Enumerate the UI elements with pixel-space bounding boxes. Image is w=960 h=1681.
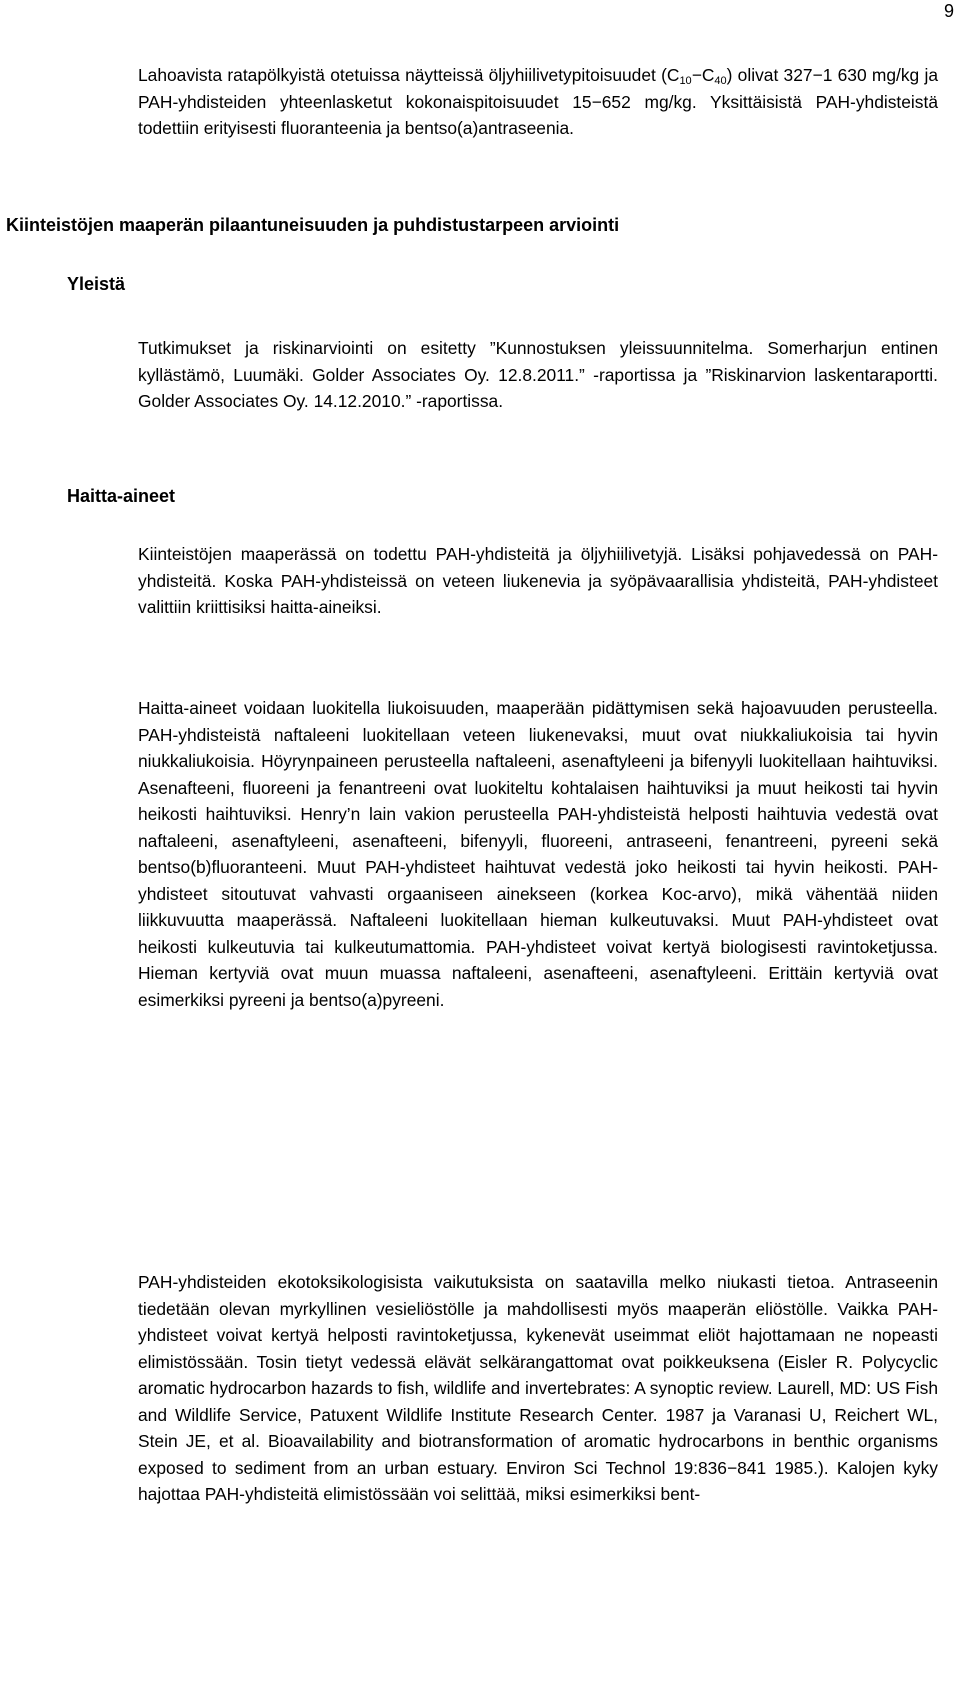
haitta-aineet-paragraph-3: PAH-yhdisteiden ekotoksikologisista vaikutuksista on saatavilla melko niukasti tietoa. Antraseenin tiedetään olevan myrkyllinen vesieliöstölle ja mahdollisesti myös maaperän eliöstölle. Vaikka PAH-yhdisteet voivat kertyä helposti ravintoketjussa, kykenevät useimmat eliöt hajottamaan ne nopeasti elimistössään. Tosin tietyt vedessä elävät selkärangattomat ovat poikkeuksena (Eisler R. Polycyclic aromatic hydrocarbon hazards to fish, wildlife and invertebrates: A synoptic review. Laurell, MD: US Fish and Wildlife Service, Patuxent Wildlife Institute Research Center. 1987 ja Varanasi U, Reichert WL, Stein JE, et al. Bioavailability and biotransformation of aromatic hydrocarbons in benthic organisms exposed to sediment from an urban estuary. Environ Sci Technol 19:836−841 1985.). Kalojen kyky hajottaa PAH-yhdisteitä elimistössään voi selittää, miksi esimerkiksi bent- (138, 1272, 938, 1504)
intro-paragraph: Lahoavista ratapölkyistä otetuissa näytteissä öljyhiilivetypitoisuudet $(C_{10}-C_{40})$ olivat 327−1 630 mg/kg ja PAH-yhdisteiden yhteenlasketut kokonaispitoisuudet 15−652 mg/kg. Yksittäisistä PAH-yhdisteistä todettiin erityisesti fluoranteenia ja bentso(a)antraseenia. (138, 65, 938, 138)
haitta-aineet-paragraph-2: Haitta-aineet voidaan luokitella liukoisuuden, maaperään pidättymisen sekä hajoavuuden perusteella. PAH-yhdisteistä naftaleeni luokitellaan veteen liukenevaksi, muut ovat niukkaliukoisia tai hyvin niukkaliukoisia. Höyrynpaineen perusteella naftaleeni, asenaftyleeni ja bifenyyli luokitellaan haihtuviksi. Asenafteeni, fluoreeni ja fenantreeni ovat luokiteltu kohtalaisen haihtuviksi ja muut heikosti tai hyvin heikosti haihtuviksi. Henry’n lain vakion perusteella PAH-yhdisteistä helposti haihtuvia vedestä ovat naftaleeni, asenaftyleeni, asenafteeni, bifenyyli, fluoreeni, antraseeni, fenantreeni, pyreeni sekä bentso(b)fluoranteeni. Muut PAH-yhdisteet haihtuvat vedestä joko heikosti tai hyvin heikosti. PAH-yhdisteet sitoutuvat vahvasti orgaaniseen ainekseen (korkea Koc-arvo), mikä vähentää niiden liikkuvuutta maaperässä. Naftaleeni luokitellaan hieman kulkeutuvaksi. Muut PAH-yhdisteet ovat heikosti kulkeutuvia tai kulkeutumattomia. PAH-yhdisteet voivat kertyä biologisesti ravintoketjussa. Hieman kertyviä ovat muun muassa naftaleeni, asenafteeni, asenaftyleeni. Erittäin kertyviä ovat esimerkiksi pyreeni ja bentso(a)pyreeni. (138, 698, 938, 1010)
haitta-aineet-heading: Haitta-aineet (67, 486, 176, 506)
yleista-heading: Yleistä (67, 274, 126, 294)
yleista-paragraph: Tutkimukset ja riskinarviointi on esitetty ”Kunnostuksen yleissuunnitelma. Somerharjun entinen kyllästämö, Luumäki. Golder Associates Oy. 12.8.2011.” -raportissa ja ”Riskinarvion laskentaraportti. Golder Associates Oy. 14.12.2010.” -raportissa. (138, 338, 938, 411)
page-number: 9 (943, 1, 954, 21)
haitta-aineet-paragraph-1: Kiinteistöjen maaperässä on todettu PAH-yhdisteitä ja öljyhiilivetyjä. Lisäksi pohjavedessä on PAH-yhdisteitä. Koska PAH-yhdisteissä on veteen liukenevia ja syöpävaarallisia yhdisteitä, PAH-yhdisteet valittiin kriittisiksi haitta-aineiksi. (138, 544, 938, 617)
section-heading: Kiinteistöjen maaperän pilaantuneisuuden ja puhdistustarpeen arviointi (6, 215, 620, 235)
